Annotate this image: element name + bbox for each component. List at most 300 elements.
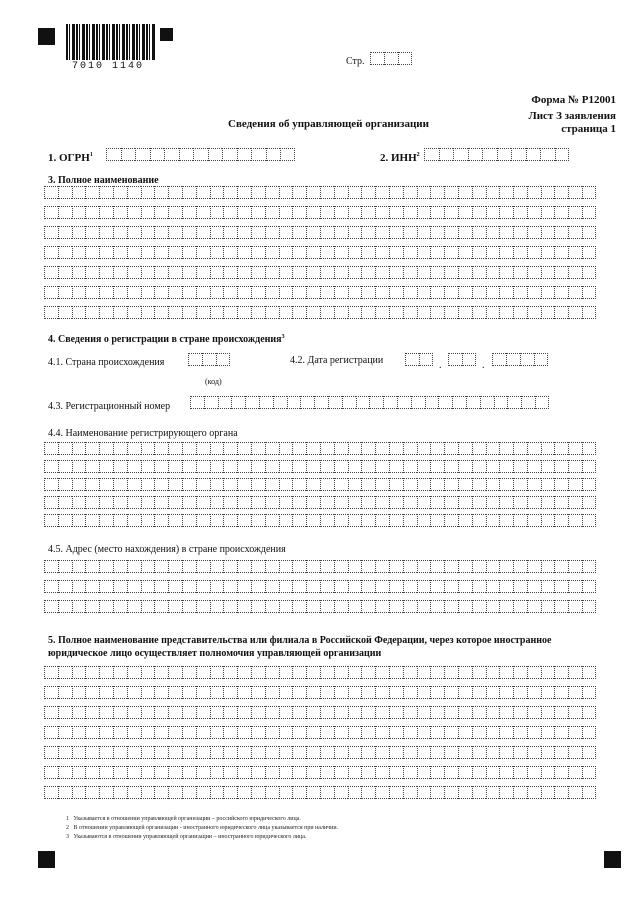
input-cell[interactable]: [348, 706, 362, 719]
input-cell[interactable]: [85, 726, 99, 739]
reg-date-month-input[interactable]: [448, 353, 476, 366]
input-cell[interactable]: [150, 148, 165, 161]
input-cell[interactable]: [334, 666, 348, 679]
input-cell[interactable]: [237, 460, 251, 473]
input-cell[interactable]: [541, 580, 555, 593]
input-cell[interactable]: [334, 746, 348, 759]
input-cell[interactable]: [237, 600, 251, 613]
input-cell[interactable]: [541, 706, 555, 719]
input-cell[interactable]: [582, 478, 596, 491]
input-cell[interactable]: [417, 460, 431, 473]
input-cell[interactable]: [458, 560, 472, 573]
input-cell[interactable]: [534, 353, 548, 366]
input-cell[interactable]: [182, 766, 196, 779]
input-cell[interactable]: [127, 786, 141, 799]
input-cell[interactable]: [513, 206, 527, 219]
input-cell[interactable]: [196, 226, 210, 239]
input-cell[interactable]: [389, 686, 403, 699]
input-cell[interactable]: [486, 266, 500, 279]
input-cell[interactable]: [223, 226, 237, 239]
input-cell[interactable]: [320, 786, 334, 799]
input-cell[interactable]: [444, 666, 458, 679]
grid-row[interactable]: [44, 746, 596, 759]
input-cell[interactable]: [361, 686, 375, 699]
input-cell[interactable]: [154, 246, 168, 259]
input-cell[interactable]: [141, 496, 155, 509]
input-cell[interactable]: [444, 580, 458, 593]
input-cell[interactable]: [306, 186, 320, 199]
input-cell[interactable]: [361, 560, 375, 573]
input-cell[interactable]: [486, 580, 500, 593]
input-cell[interactable]: [444, 460, 458, 473]
input-cell[interactable]: [251, 560, 265, 573]
input-cell[interactable]: [320, 266, 334, 279]
input-cell[interactable]: [168, 186, 182, 199]
input-cell[interactable]: [375, 186, 389, 199]
input-cell[interactable]: [154, 706, 168, 719]
input-cell[interactable]: [554, 266, 568, 279]
input-cell[interactable]: [554, 478, 568, 491]
input-cell[interactable]: [210, 442, 224, 455]
input-cell[interactable]: [403, 306, 417, 319]
input-cell[interactable]: [375, 496, 389, 509]
input-cell[interactable]: [251, 766, 265, 779]
input-cell[interactable]: [127, 514, 141, 527]
input-cell[interactable]: [210, 306, 224, 319]
input-cell[interactable]: [188, 353, 202, 366]
input-cell[interactable]: [430, 786, 444, 799]
input-cell[interactable]: [127, 286, 141, 299]
input-cell[interactable]: [44, 246, 58, 259]
input-cell[interactable]: [582, 246, 596, 259]
input-cell[interactable]: [486, 726, 500, 739]
input-cell[interactable]: [279, 286, 293, 299]
input-cell[interactable]: [375, 560, 389, 573]
input-cell[interactable]: [265, 726, 279, 739]
input-cell[interactable]: [389, 514, 403, 527]
input-cell[interactable]: [182, 786, 196, 799]
input-cell[interactable]: [348, 286, 362, 299]
input-cell[interactable]: [472, 442, 486, 455]
input-cell[interactable]: [85, 766, 99, 779]
input-cell[interactable]: [58, 666, 72, 679]
input-cell[interactable]: [113, 706, 127, 719]
input-cell[interactable]: [237, 560, 251, 573]
input-cell[interactable]: [320, 560, 334, 573]
input-cell[interactable]: [541, 186, 555, 199]
input-cell[interactable]: [265, 766, 279, 779]
input-cell[interactable]: [472, 478, 486, 491]
input-cell[interactable]: [582, 726, 596, 739]
input-cell[interactable]: [419, 353, 433, 366]
input-cell[interactable]: [334, 580, 348, 593]
input-cell[interactable]: [44, 286, 58, 299]
input-cell[interactable]: [251, 514, 265, 527]
input-cell[interactable]: [430, 206, 444, 219]
input-cell[interactable]: [444, 286, 458, 299]
input-cell[interactable]: [334, 686, 348, 699]
input-cell[interactable]: [444, 306, 458, 319]
input-cell[interactable]: [444, 226, 458, 239]
input-cell[interactable]: [444, 442, 458, 455]
input-cell[interactable]: [58, 442, 72, 455]
input-cell[interactable]: [348, 686, 362, 699]
input-cell[interactable]: [527, 226, 541, 239]
input-cell[interactable]: [279, 600, 293, 613]
input-cell[interactable]: [251, 206, 265, 219]
input-cell[interactable]: [292, 246, 306, 259]
input-cell[interactable]: [99, 442, 113, 455]
input-cell[interactable]: [417, 514, 431, 527]
input-cell[interactable]: [554, 286, 568, 299]
input-cell[interactable]: [292, 286, 306, 299]
input-cell[interactable]: [223, 460, 237, 473]
input-cell[interactable]: [568, 786, 582, 799]
input-cell[interactable]: [541, 460, 555, 473]
input-cell[interactable]: [527, 726, 541, 739]
input-cell[interactable]: [568, 686, 582, 699]
input-cell[interactable]: [182, 246, 196, 259]
input-cell[interactable]: [492, 353, 506, 366]
input-cell[interactable]: [223, 478, 237, 491]
input-cell[interactable]: [237, 246, 251, 259]
input-cell[interactable]: [361, 706, 375, 719]
input-cell[interactable]: [499, 666, 513, 679]
input-cell[interactable]: [513, 442, 527, 455]
input-cell[interactable]: [113, 226, 127, 239]
input-cell[interactable]: [444, 186, 458, 199]
input-cell[interactable]: [182, 666, 196, 679]
input-cell[interactable]: [127, 496, 141, 509]
input-cell[interactable]: [72, 306, 86, 319]
input-cell[interactable]: [287, 396, 301, 409]
input-cell[interactable]: [541, 206, 555, 219]
input-cell[interactable]: [582, 226, 596, 239]
input-cell[interactable]: [389, 726, 403, 739]
input-cell[interactable]: [251, 706, 265, 719]
input-cell[interactable]: [265, 600, 279, 613]
input-cell[interactable]: [141, 306, 155, 319]
input-cell[interactable]: [306, 460, 320, 473]
input-cell[interactable]: [486, 246, 500, 259]
grid-row[interactable]: [44, 246, 596, 259]
input-cell[interactable]: [99, 766, 113, 779]
input-cell[interactable]: [251, 246, 265, 259]
input-cell[interactable]: [164, 148, 179, 161]
input-cell[interactable]: [251, 580, 265, 593]
input-cell[interactable]: [582, 746, 596, 759]
input-cell[interactable]: [430, 266, 444, 279]
input-cell[interactable]: [154, 746, 168, 759]
input-cell[interactable]: [292, 514, 306, 527]
input-cell[interactable]: [251, 666, 265, 679]
input-cell[interactable]: [154, 478, 168, 491]
input-cell[interactable]: [141, 666, 155, 679]
input-cell[interactable]: [486, 306, 500, 319]
input-cell[interactable]: [486, 478, 500, 491]
input-cell[interactable]: [417, 560, 431, 573]
input-cell[interactable]: [389, 580, 403, 593]
input-cell[interactable]: [403, 666, 417, 679]
input-cell[interactable]: [389, 286, 403, 299]
input-cell[interactable]: [527, 686, 541, 699]
input-cell[interactable]: [541, 442, 555, 455]
input-cell[interactable]: [306, 706, 320, 719]
input-cell[interactable]: [375, 478, 389, 491]
input-cell[interactable]: [196, 496, 210, 509]
input-cell[interactable]: [210, 226, 224, 239]
input-cell[interactable]: [237, 306, 251, 319]
input-cell[interactable]: [196, 442, 210, 455]
input-cell[interactable]: [168, 600, 182, 613]
input-cell[interactable]: [513, 580, 527, 593]
input-cell[interactable]: [540, 148, 555, 161]
input-cell[interactable]: [348, 442, 362, 455]
input-cell[interactable]: [279, 746, 293, 759]
input-cell[interactable]: [582, 666, 596, 679]
input-cell[interactable]: [430, 286, 444, 299]
input-cell[interactable]: [251, 746, 265, 759]
input-cell[interactable]: [72, 706, 86, 719]
input-cell[interactable]: [320, 666, 334, 679]
input-cell[interactable]: [223, 686, 237, 699]
input-cell[interactable]: [113, 266, 127, 279]
input-cell[interactable]: [223, 746, 237, 759]
input-cell[interactable]: [582, 706, 596, 719]
input-cell[interactable]: [182, 442, 196, 455]
input-cell[interactable]: [72, 686, 86, 699]
input-cell[interactable]: [44, 226, 58, 239]
input-cell[interactable]: [141, 206, 155, 219]
input-cell[interactable]: [472, 746, 486, 759]
input-cell[interactable]: [403, 786, 417, 799]
input-cell[interactable]: [99, 560, 113, 573]
input-cell[interactable]: [182, 478, 196, 491]
input-cell[interactable]: [99, 746, 113, 759]
grid-row[interactable]: [44, 686, 596, 699]
input-cell[interactable]: [99, 786, 113, 799]
input-cell[interactable]: [168, 266, 182, 279]
input-cell[interactable]: [154, 226, 168, 239]
input-cell[interactable]: [72, 746, 86, 759]
input-cell[interactable]: [168, 746, 182, 759]
input-cell[interactable]: [44, 726, 58, 739]
input-cell[interactable]: [320, 186, 334, 199]
reg-date-year-input[interactable]: [492, 353, 548, 366]
input-cell[interactable]: [375, 706, 389, 719]
input-cell[interactable]: [527, 666, 541, 679]
input-cell[interactable]: [210, 206, 224, 219]
grid-row[interactable]: [44, 580, 596, 593]
input-cell[interactable]: [127, 186, 141, 199]
input-cell[interactable]: [499, 226, 513, 239]
input-cell[interactable]: [403, 460, 417, 473]
input-cell[interactable]: [72, 478, 86, 491]
input-cell[interactable]: [99, 666, 113, 679]
input-cell[interactable]: [444, 266, 458, 279]
input-cell[interactable]: [216, 353, 230, 366]
input-cell[interactable]: [444, 600, 458, 613]
input-cell[interactable]: [106, 148, 121, 161]
input-cell[interactable]: [72, 496, 86, 509]
input-cell[interactable]: [348, 514, 362, 527]
input-cell[interactable]: [458, 226, 472, 239]
input-cell[interactable]: [430, 726, 444, 739]
input-cell[interactable]: [44, 666, 58, 679]
input-cell[interactable]: [141, 478, 155, 491]
input-cell[interactable]: [554, 786, 568, 799]
input-cell[interactable]: [182, 560, 196, 573]
input-cell[interactable]: [182, 514, 196, 527]
input-cell[interactable]: [154, 766, 168, 779]
input-cell[interactable]: [237, 706, 251, 719]
input-cell[interactable]: [468, 148, 483, 161]
input-cell[interactable]: [466, 396, 480, 409]
input-cell[interactable]: [85, 442, 99, 455]
input-cell[interactable]: [168, 478, 182, 491]
input-cell[interactable]: [237, 226, 251, 239]
grid-row[interactable]: [44, 514, 596, 527]
input-cell[interactable]: [448, 353, 462, 366]
input-cell[interactable]: [279, 766, 293, 779]
input-cell[interactable]: [554, 666, 568, 679]
input-cell[interactable]: [458, 286, 472, 299]
input-cell[interactable]: [458, 442, 472, 455]
input-cell[interactable]: [320, 226, 334, 239]
input-cell[interactable]: [141, 600, 155, 613]
input-cell[interactable]: [458, 496, 472, 509]
input-cell[interactable]: [499, 766, 513, 779]
input-cell[interactable]: [513, 686, 527, 699]
input-cell[interactable]: [541, 600, 555, 613]
grid-row[interactable]: [44, 442, 596, 455]
input-cell[interactable]: [127, 246, 141, 259]
input-cell[interactable]: [141, 246, 155, 259]
input-cell[interactable]: [458, 726, 472, 739]
input-cell[interactable]: [417, 286, 431, 299]
input-cell[interactable]: [72, 786, 86, 799]
grid-row[interactable]: [44, 560, 596, 573]
input-cell[interactable]: [506, 353, 520, 366]
grid-row[interactable]: [44, 726, 596, 739]
grid-row[interactable]: [44, 786, 596, 799]
input-cell[interactable]: [568, 560, 582, 573]
input-cell[interactable]: [127, 666, 141, 679]
input-cell[interactable]: [568, 442, 582, 455]
input-cell[interactable]: [541, 226, 555, 239]
input-cell[interactable]: [513, 186, 527, 199]
input-cell[interactable]: [472, 206, 486, 219]
input-cell[interactable]: [403, 560, 417, 573]
input-cell[interactable]: [127, 460, 141, 473]
input-cell[interactable]: [196, 746, 210, 759]
input-cell[interactable]: [582, 286, 596, 299]
input-cell[interactable]: [196, 206, 210, 219]
input-cell[interactable]: [85, 246, 99, 259]
input-cell[interactable]: [320, 514, 334, 527]
input-cell[interactable]: [389, 600, 403, 613]
input-cell[interactable]: [513, 726, 527, 739]
input-cell[interactable]: [499, 266, 513, 279]
input-cell[interactable]: [499, 460, 513, 473]
input-cell[interactable]: [458, 460, 472, 473]
input-cell[interactable]: [541, 306, 555, 319]
input-cell[interactable]: [168, 786, 182, 799]
input-cell[interactable]: [499, 726, 513, 739]
input-cell[interactable]: [348, 246, 362, 259]
input-cell[interactable]: [223, 786, 237, 799]
input-cell[interactable]: [265, 186, 279, 199]
input-cell[interactable]: [472, 514, 486, 527]
input-cell[interactable]: [554, 442, 568, 455]
input-cell[interactable]: [113, 600, 127, 613]
input-cell[interactable]: [141, 266, 155, 279]
input-cell[interactable]: [582, 686, 596, 699]
input-cell[interactable]: [417, 246, 431, 259]
input-cell[interactable]: [527, 286, 541, 299]
input-cell[interactable]: [113, 478, 127, 491]
input-cell[interactable]: [369, 396, 383, 409]
input-cell[interactable]: [196, 786, 210, 799]
input-cell[interactable]: [85, 666, 99, 679]
input-cell[interactable]: [486, 666, 500, 679]
input-cell[interactable]: [196, 266, 210, 279]
input-cell[interactable]: [85, 706, 99, 719]
input-cell[interactable]: [44, 460, 58, 473]
input-cell[interactable]: [348, 206, 362, 219]
input-cell[interactable]: [168, 514, 182, 527]
input-cell[interactable]: [430, 666, 444, 679]
input-cell[interactable]: [417, 786, 431, 799]
input-cell[interactable]: [403, 766, 417, 779]
input-cell[interactable]: [541, 686, 555, 699]
input-cell[interactable]: [375, 206, 389, 219]
input-cell[interactable]: [458, 306, 472, 319]
input-cell[interactable]: [306, 766, 320, 779]
input-cell[interactable]: [113, 726, 127, 739]
input-cell[interactable]: [389, 206, 403, 219]
input-cell[interactable]: [306, 226, 320, 239]
input-cell[interactable]: [403, 186, 417, 199]
input-cell[interactable]: [113, 460, 127, 473]
input-cell[interactable]: [320, 496, 334, 509]
input-cell[interactable]: [334, 442, 348, 455]
input-cell[interactable]: [265, 514, 279, 527]
input-cell[interactable]: [279, 786, 293, 799]
input-cell[interactable]: [44, 706, 58, 719]
input-cell[interactable]: [527, 206, 541, 219]
input-cell[interactable]: [279, 514, 293, 527]
input-cell[interactable]: [417, 666, 431, 679]
input-cell[interactable]: [113, 746, 127, 759]
input-cell[interactable]: [237, 580, 251, 593]
input-cell[interactable]: [72, 266, 86, 279]
input-cell[interactable]: [72, 442, 86, 455]
input-cell[interactable]: [141, 766, 155, 779]
input-cell[interactable]: [292, 266, 306, 279]
input-cell[interactable]: [348, 560, 362, 573]
input-cell[interactable]: [168, 286, 182, 299]
input-cell[interactable]: [541, 478, 555, 491]
input-cell[interactable]: [334, 496, 348, 509]
input-cell[interactable]: [72, 560, 86, 573]
input-cell[interactable]: [292, 580, 306, 593]
input-cell[interactable]: [554, 496, 568, 509]
input-cell[interactable]: [210, 786, 224, 799]
input-cell[interactable]: [499, 306, 513, 319]
input-cell[interactable]: [417, 706, 431, 719]
input-cell[interactable]: [237, 666, 251, 679]
